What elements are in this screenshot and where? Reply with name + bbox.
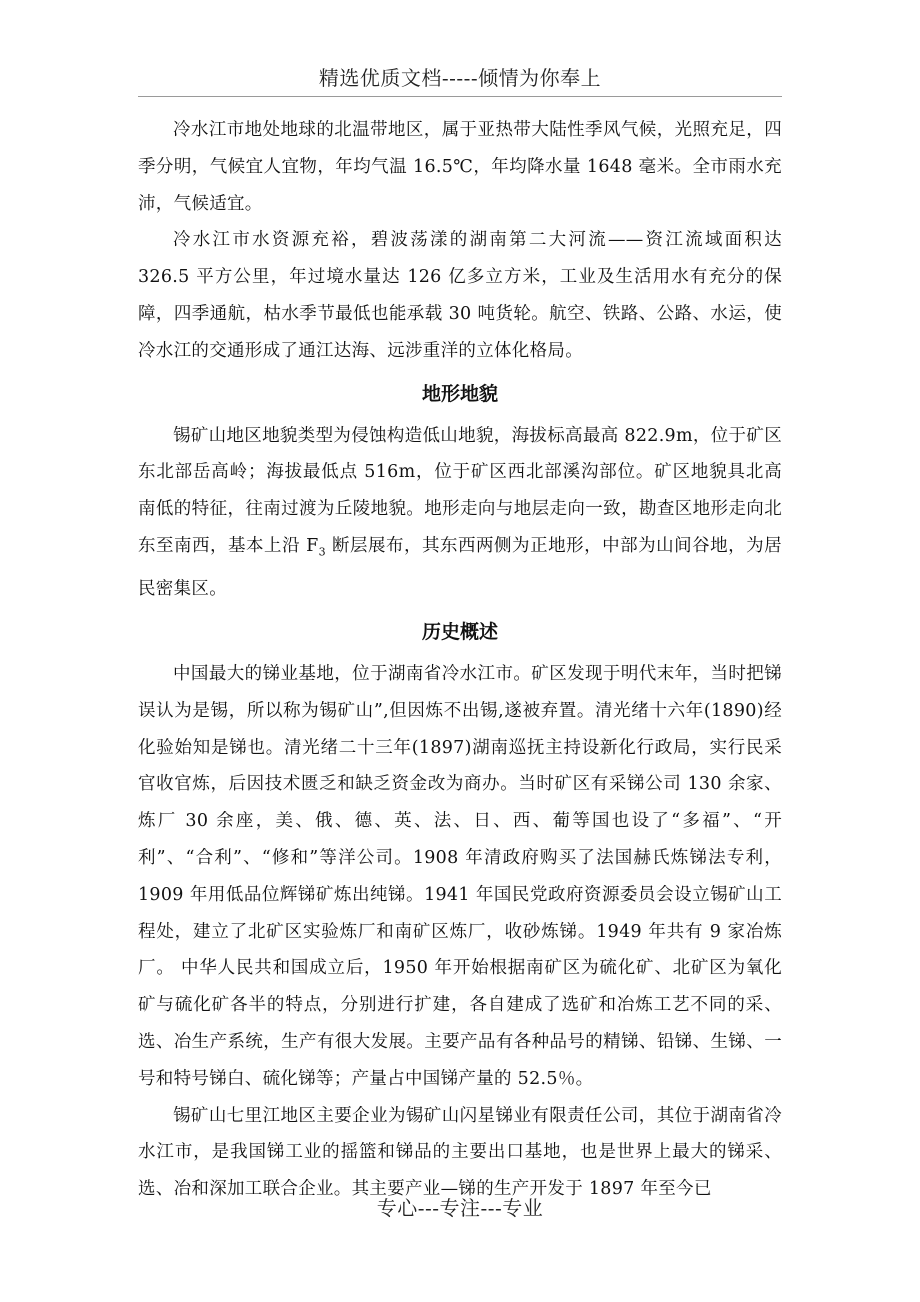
- terrain-text-part2: 断层展布，其东西两侧为正地形，中部为山间谷地，为居民密集区。: [138, 535, 782, 600]
- terrain-paragraph: [138, 418, 782, 608]
- page-footer: 专心---专注---专业: [376, 1196, 544, 1220]
- page-header: 精选优质文档-----倾情为你奉上: [318, 66, 602, 90]
- fault-subscript: 3: [318, 545, 326, 559]
- climate-paragraph: 冷水江市地处地球的北温带地区，属于亚热带大陆性季风气候，光照充足，四季分明，气候宜人宜物，年均气温 16.5℃，年均降水量 1648 毫米。全市雨水充沛，气候适宜。: [138, 120, 782, 214]
- water-resources-paragraph: 冷水江市水资源充裕，碧波荡漾的湖南第二大河流——资江流域面积达 326.5 平方公里，年过境水量达 126 亿多立方米，工业及生活用水有充分的保障，四季通航，枯水季节最低也能承载 30 吨货轮。航空、铁路、公路、水运，使冷水江的交通形成了通江达海、远涉重洋的立体化格局。: [138, 230, 782, 361]
- terrain-text-part1: 锡矿山地区地貌类型为侵蚀构造低山地貌，海拔标高最高 822.9m，位于矿区东北部岳高岭；海拔最低点 516m，位于矿区西北部溪沟部位。矿区地貌具北高南低的特征，往南过渡为丘陵地貌。地形走向与地层走向一致，勘查区地形走向北东至南西，基本上沿 F: [138, 425, 782, 556]
- header-divider: [138, 96, 782, 97]
- document-body: [138, 112, 782, 1208]
- terrain-heading: 地形地貌: [421, 382, 498, 405]
- company-paragraph: 锡矿山七里江地区主要企业为锡矿山闪星锑业有限责任公司，其位于湖南省冷水江市，是我国锑工业的摇篮和锑品的主要出口基地，也是世界上最大的锑采、选、冶和深加工联合企业。其主要产业—锑的生产开发于 1897 年至今已: [138, 1105, 782, 1200]
- history-heading: 历史概述: [421, 621, 498, 644]
- history-paragraph: 中国最大的锑业基地，位于湖南省冷水江市。矿区发现于明代末年，当时把锑误认为是锡，所以称为锡矿山”,但因炼不出锡,遂被弃置。清光绪十六年(1890)经化验始知是锑也。清光绪二十三年(1897)湖南巡抚主持设新化行政局，实行民采官收官炼，后因技术匮乏和缺乏资金改为商办。当时矿区有采锑公司 130 余家、炼厂 30 余座，美、俄、德、英、法、日、西、葡等国也设了“多福”、“开利”、“合利”、“修和”等洋公司。1908 年清政府购买了法国赫氏炼锑法专利，1909 年用低品位辉锑矿炼出纯锑。1941 年国民党政府资源委员会设立锡矿山工程处，建立了北矿区实验炼厂和南矿区炼厂，收砂炼锑。1949 年共有 9 家冶炼厂。 中华人民共和国成立后，1950 年开始根据南矿区为硫化矿、北矿区为氧化矿与硫化矿各半的特点，分别进行扩建，各自建成了选矿和冶炼工艺不同的采、选、冶生产系统，生产有很大发展。主要产品有各种品号的精锑、铅锑、生锑、一号和特号锑白、硫化锑等；产量占中国锑产量的 52.5％。: [138, 664, 782, 1089]
